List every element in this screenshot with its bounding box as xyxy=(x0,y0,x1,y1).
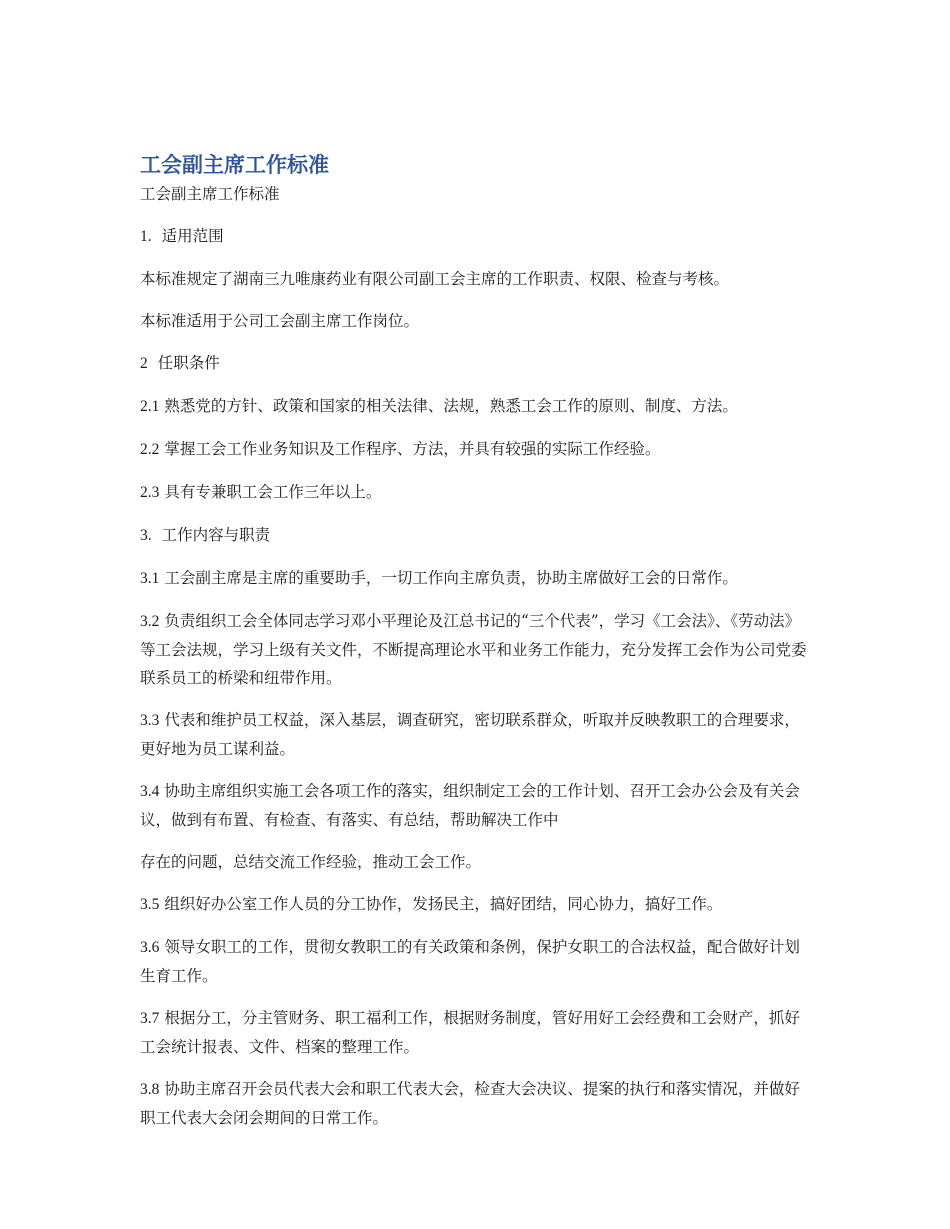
clause-number: 3.1 xyxy=(140,570,160,587)
paragraph-text: 根据分工，分主管财务、职工福利工作，根据财务制度，管好用好工会经费和工会财产，抓好工会统计报表、文件、档案的整理工作。 xyxy=(140,1009,800,1056)
paragraph-text: 负责组织工会全体同志学习邓小平理论及江总书记的“三个代表”，学习《工会法》、《劳动法》等工会法规，学习上级有关文件，不断提高理论水平和业务工作能力，充分发挥工会作为公司党委联系员工的桥梁和纽带作用。 xyxy=(140,612,807,687)
section-heading xyxy=(140,521,812,550)
document-subtitle: 工会副主席工作标准 xyxy=(140,185,280,203)
clause-number: 3.6 xyxy=(140,939,160,956)
body-paragraph xyxy=(140,777,812,834)
clause-number: 3.2 xyxy=(140,613,160,630)
paragraph-text: 组织好办公室工作人员的分工协作，发扬民主，搞好团结，同心协力，搞好工作。 xyxy=(164,895,723,913)
paragraph-text: 代表和维护员工权益，深入基层，调查研究，密切联系群众，听取并反映教职工的合理要求，更好地为员工谋利益。 xyxy=(140,711,800,758)
body-paragraph xyxy=(140,307,812,335)
body-paragraph xyxy=(140,392,812,421)
body-paragraph xyxy=(140,1075,812,1132)
paragraph-text: 领导女职工的工作，贯彻女教职工的有关政策和条例，保护女职工的合法权益，配合做好计划生育工作。 xyxy=(140,938,800,985)
clause-number: 2 xyxy=(140,355,148,372)
body-paragraph xyxy=(140,890,812,919)
clause-number: 3.7 xyxy=(140,1010,160,1027)
body-paragraph xyxy=(140,1004,812,1061)
body-paragraph xyxy=(140,478,812,507)
paragraph-text: 具有专兼职工会工作三年以上。 xyxy=(164,483,382,501)
body-paragraph xyxy=(140,265,812,293)
body-paragraph xyxy=(140,933,812,990)
paragraph-text: 本标准适用于公司工会副主席工作岗位。 xyxy=(140,312,420,330)
paragraph-text: 适用范围 xyxy=(161,227,224,245)
paragraph-text: 工会副主席是主席的重要助手，一切工作向主席负责，协助主席做好工会的日常作。 xyxy=(164,569,738,587)
section-heading xyxy=(140,222,812,251)
clause-number: 2.2 xyxy=(140,441,160,458)
clause-number: 3.3 xyxy=(140,712,160,729)
paragraph-text: 存在的问题，总结交流工作经验，推动工会工作。 xyxy=(140,853,482,871)
clause-number: 3.8 xyxy=(140,1081,160,1098)
clause-number: 3.5 xyxy=(140,896,160,913)
document-title: 工会副主席工作标准 xyxy=(140,153,329,177)
document-body xyxy=(140,222,812,1132)
body-paragraph xyxy=(140,706,812,763)
clause-number: 2.1 xyxy=(140,398,160,415)
clause-number: 3.4 xyxy=(140,783,160,800)
clause-number: 1. xyxy=(140,228,152,245)
paragraph-text: 协助主席召开会员代表大会和职工代表大会，检查大会决议、提案的执行和落实情况，并做好职工代表大会闭会期间的日常工作。 xyxy=(140,1080,800,1127)
paragraph-text: 熟悉党的方针、政策和国家的相关法律、法规，熟悉工会工作的原则、制度、方法。 xyxy=(164,397,738,415)
clause-number: 2.3 xyxy=(140,484,160,501)
body-paragraph xyxy=(140,564,812,593)
section-heading xyxy=(140,349,812,378)
clause-number: 3. xyxy=(140,527,152,544)
paragraph-text: 协助主席组织实施工会各项工作的落实，组织制定工会的工作计划、召开工会办公会及有关会议，做到有布置、有检查、有落实、有总结，帮助解决工作中 xyxy=(140,782,800,829)
document-page xyxy=(140,150,812,1132)
paragraph-text: 工作内容与职责 xyxy=(161,526,271,544)
paragraph-text: 本标准规定了湖南三九唯康药业有限公司副工会主席的工作职责、权限、检查与考核。 xyxy=(140,270,730,288)
body-paragraph xyxy=(140,607,812,692)
body-paragraph xyxy=(140,848,812,876)
paragraph-text: 掌握工会工作业务知识及工作程序、方法，并具有较强的实际工作经验。 xyxy=(164,440,661,458)
body-paragraph xyxy=(140,435,812,464)
paragraph-text: 任职条件 xyxy=(157,354,220,372)
